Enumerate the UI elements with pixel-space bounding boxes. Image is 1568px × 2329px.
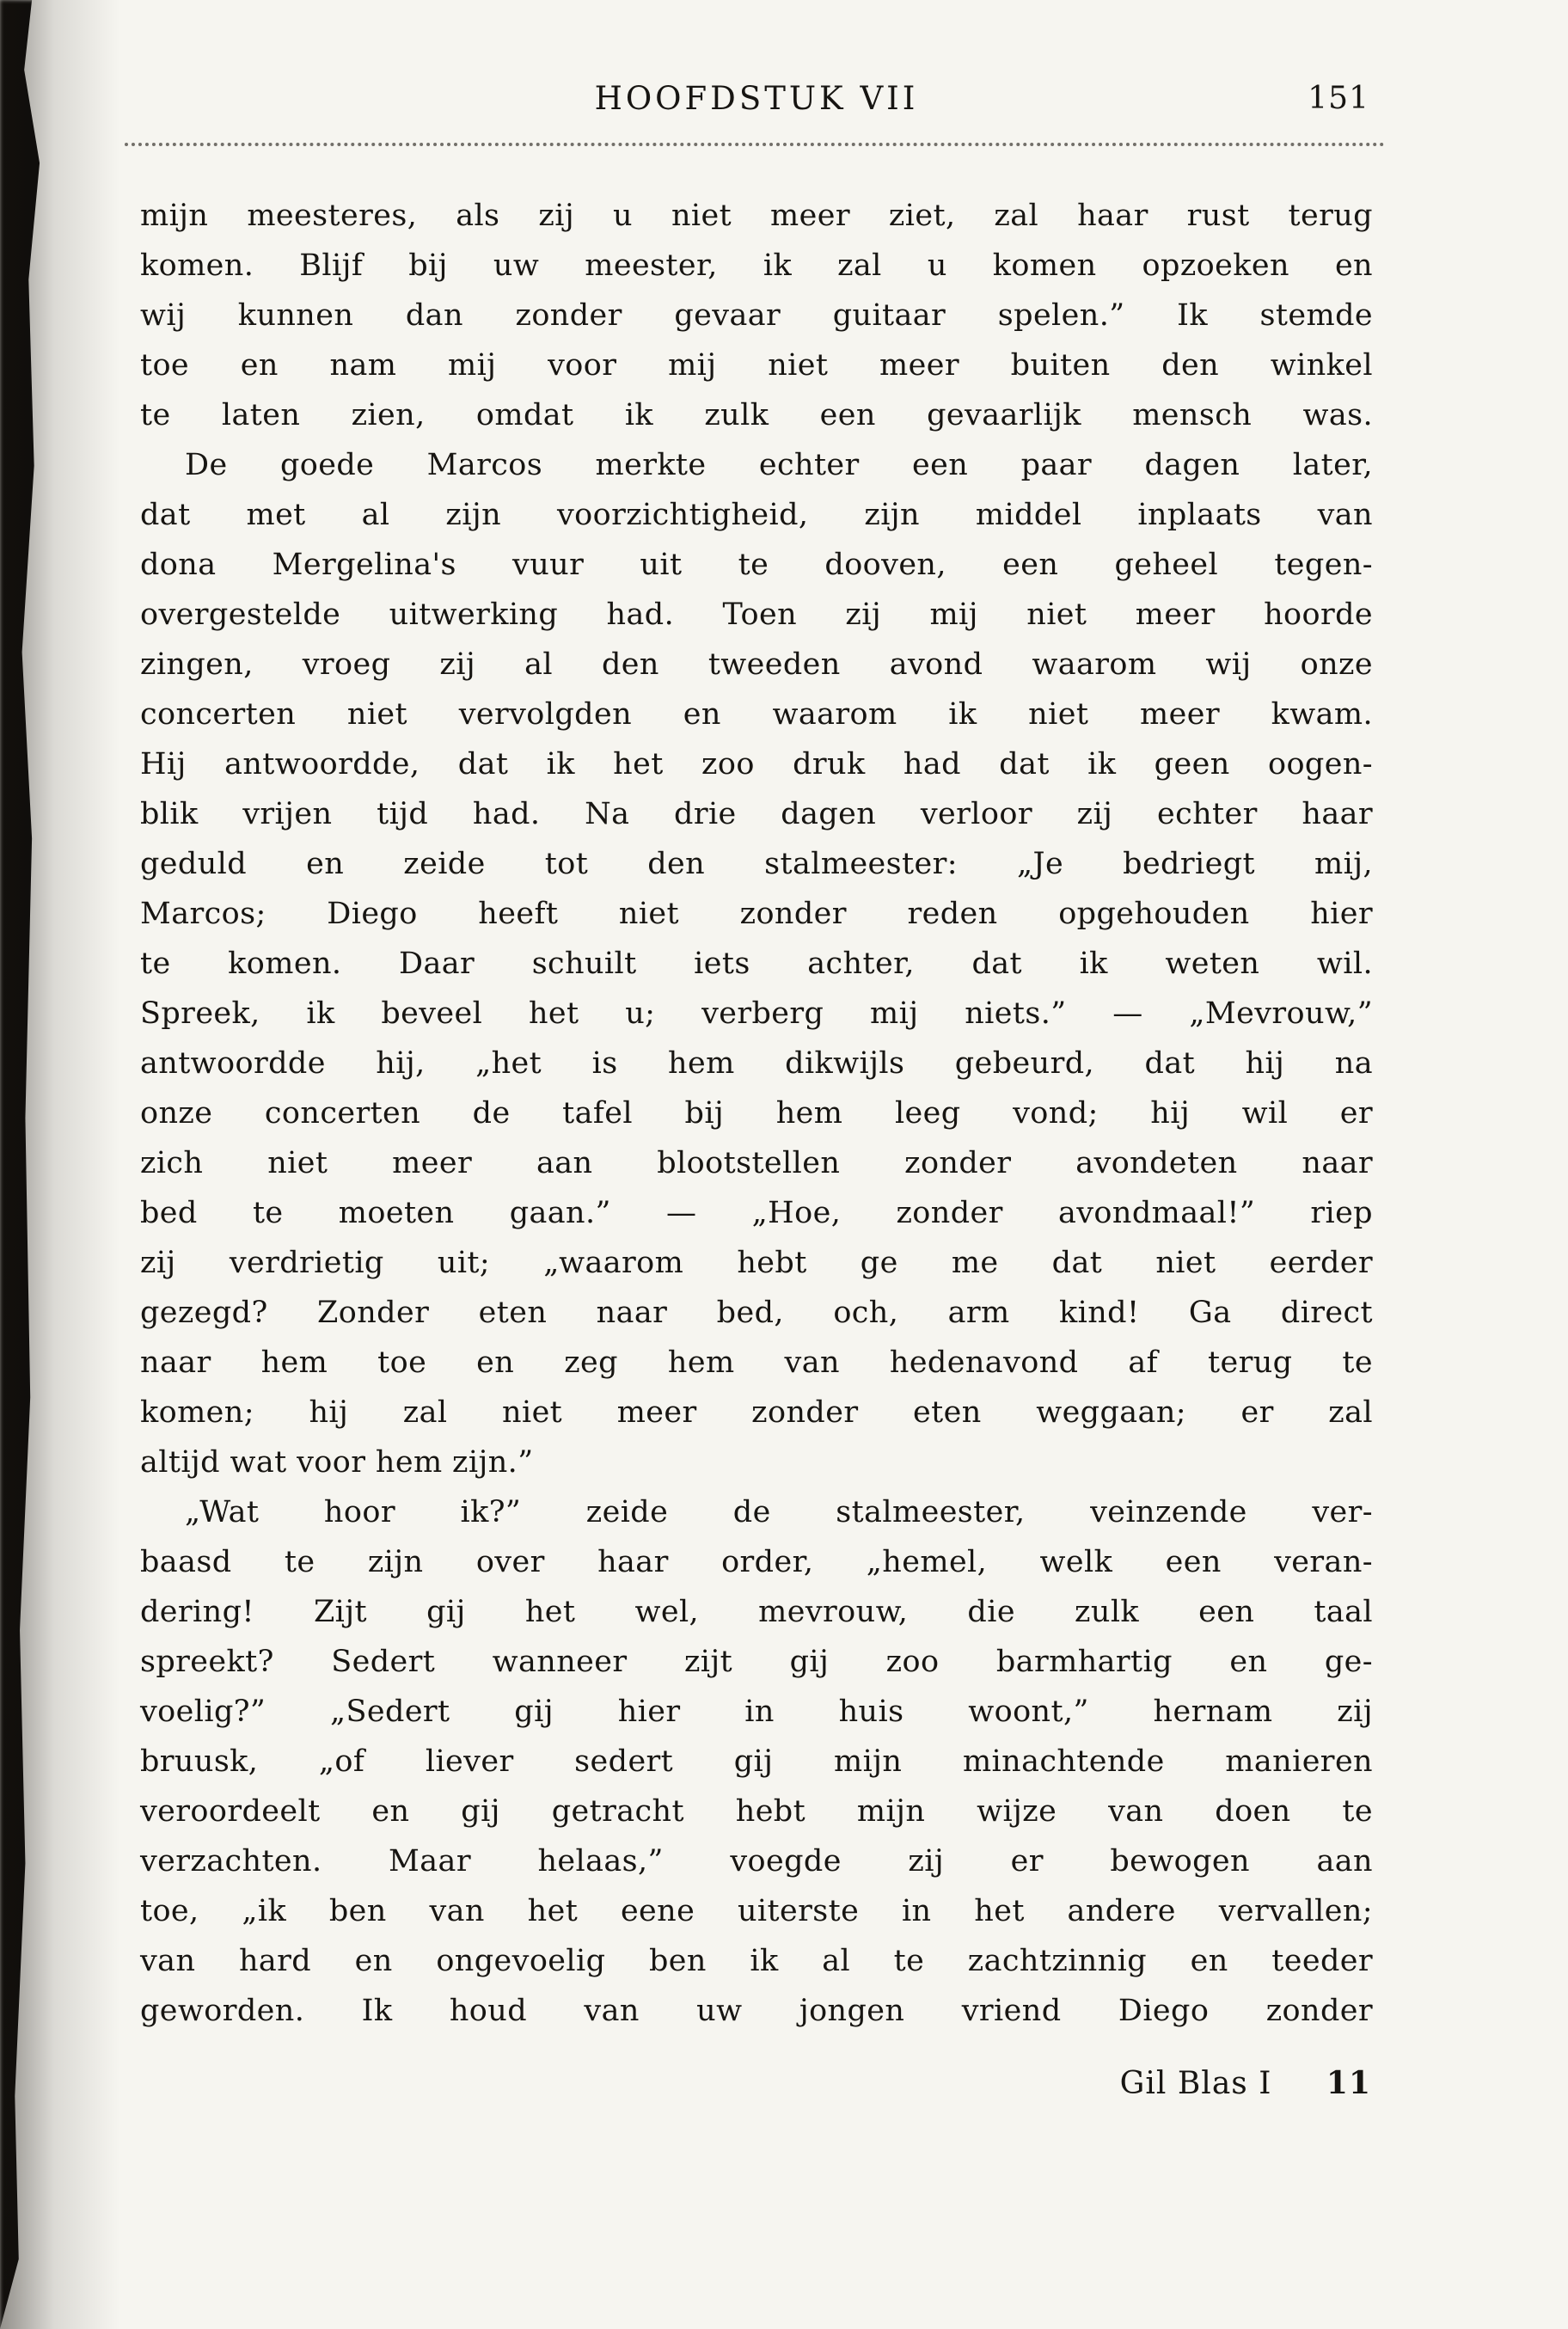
text-line: spreekt? Sedert wanneer zijt gij zoo barmhartig en ge- (140, 1645, 1373, 1679)
text-line: zingen, vroeg zij al den tweeden avond waarom wij onze (140, 647, 1373, 682)
page-footer (140, 2062, 1373, 2105)
text-line: bed te moeten gaan.” — „Hoe, zonder avondmaal!” riep (140, 1196, 1373, 1230)
text-line: onze concerten de tafel bij hem leeg vond; hij wil er (140, 1096, 1373, 1131)
paragraph (140, 191, 1373, 440)
text-line: toe, „ik ben van het eene uiterste in het andere vervallen; (140, 1894, 1373, 1928)
text-line: concerten niet vervolgden en waarom ik niet meer kwam. (140, 697, 1373, 732)
text-line: zij verdrietig uit; „waarom hebt ge me dat niet eerder (140, 1246, 1373, 1280)
text-line: blik vrijen tijd had. Na drie dagen verloor zij echter haar (140, 797, 1373, 831)
text-line: te laten zien, omdat ik zulk een gevaarlijk mensch was. (140, 398, 1373, 432)
page-body (140, 191, 1373, 2036)
text-line: van hard en ongevoelig ben ik al te zachtzinnig en teeder (140, 1944, 1373, 1978)
text-line: altijd wat voor hem zijn.” (140, 1445, 534, 1480)
text-line: wij kunnen dan zonder gevaar guitaar spelen.” Ik stemde (140, 298, 1373, 333)
text-line: bruusk, „of liever sedert gij mijn minachtende manieren (140, 1744, 1373, 1779)
text-line: veroordeelt en gij getracht hebt mijn wijze van doen te (140, 1794, 1373, 1829)
text-line: verzachten. Maar helaas,” voegde zij er bewogen aan (140, 1844, 1373, 1879)
signature-number: 11 (1326, 2065, 1371, 2101)
text-line: baasd te zijn over haar order, „hemel, welk een veran- (140, 1545, 1373, 1579)
text-line: geduld en zeide tot den stalmeester: „Je bedriegt mij, (140, 847, 1373, 881)
text-line: dona Mergelina's vuur uit te dooven, een geheel tegen- (140, 548, 1373, 582)
paragraph (140, 1487, 1373, 2036)
page-content (140, 76, 1373, 2105)
text-line: De goede Marcos merkte echter een paar dagen later, (185, 448, 1373, 482)
book-spine-edge (0, 0, 55, 2329)
text-line: zich niet meer aan blootstellen zonder avondeten naar (140, 1146, 1373, 1180)
text-line: naar hem toe en zeg hem van hedenavond af terug te (140, 1345, 1373, 1380)
text-line: overgestelde uitwerking had. Toen zij mij niet meer hoorde (140, 598, 1373, 632)
text-line: voelig?” „Sedert gij hier in huis woont,” hernam zij (140, 1695, 1373, 1729)
chapter-heading: HOOFDSTUK VII (594, 80, 919, 117)
text-line: „Wat hoor ik?” zeide de stalmeester, veinzende ver- (185, 1495, 1373, 1529)
paragraph (140, 440, 1373, 1487)
text-line: Spreek, ik beveel het u; verberg mij niets.” — „Mevrouw,” (140, 996, 1373, 1031)
text-line: antwoordde hij, „het is hem dikwijls gebeurd, dat hij na (140, 1046, 1373, 1081)
text-line: mijn meesteres, als zij u niet meer ziet, zal haar rust terug (140, 199, 1373, 233)
text-line: dering! Zijt gij het wel, mevrouw, die zulk een taal (140, 1595, 1373, 1629)
dotted-rule (125, 143, 1385, 146)
text-line: te komen. Daar schuilt iets achter, dat ik weten wil. (140, 947, 1373, 981)
book-signature: Gil Blas I (1119, 2066, 1272, 2101)
text-line: Hij antwoordde, dat ik het zoo druk had dat ik geen oogen- (140, 747, 1373, 781)
page-number: 151 (1308, 81, 1369, 116)
text-line: komen. Blijf bij uw meester, ik zal u komen opzoeken en (140, 248, 1373, 283)
page-header (140, 76, 1373, 122)
text-line: geworden. Ik houd van uw jongen vriend Diego zonder (140, 1994, 1373, 2028)
text-line: dat met al zijn voorzichtigheid, zijn middel inplaats van (140, 498, 1373, 532)
text-line: komen; hij zal niet meer zonder eten weggaan; er zal (140, 1395, 1373, 1430)
text-line: gezegd? Zonder eten naar bed, och, arm kind! Ga direct (140, 1296, 1373, 1330)
text-line: toe en nam mij voor mij niet meer buiten den winkel (140, 348, 1373, 383)
text-line: Marcos; Diego heeft niet zonder reden opgehouden hier (140, 897, 1373, 931)
